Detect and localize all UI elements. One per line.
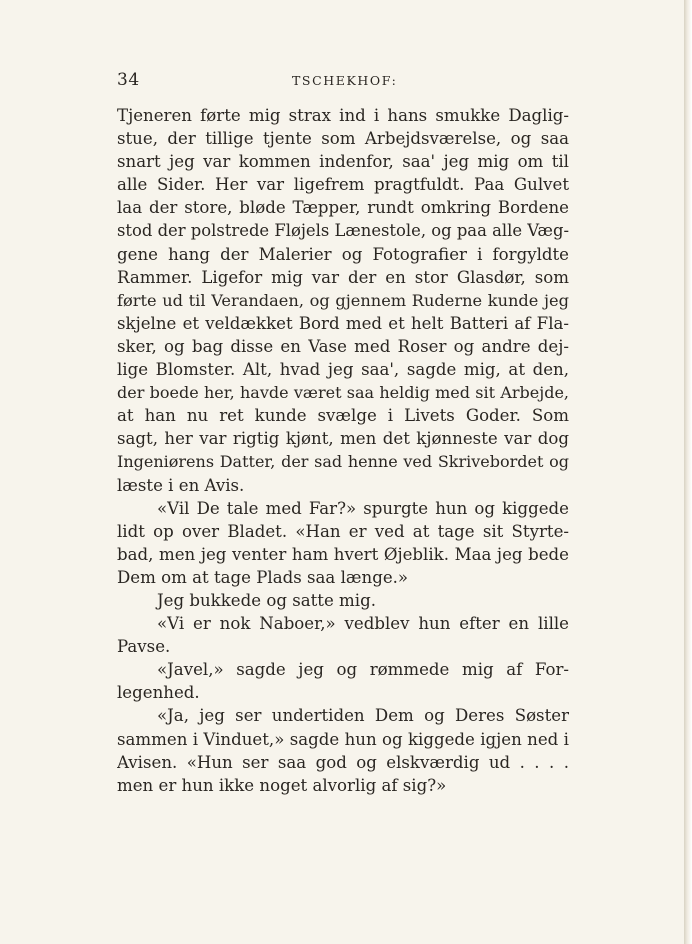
text-line: Rammer. Ligefor mig var der en stor Glasdør, som [117, 267, 569, 287]
text-line: snart jeg var kommen indenfor, saa' jeg mig om til [117, 152, 569, 172]
running-title: TSCHEKHOF: [292, 73, 398, 88]
text-line: Pavse. [117, 637, 171, 657]
text-line: læste i en Avis. [117, 475, 245, 495]
text-line: Jeg bukkede og satte mig. [157, 590, 376, 610]
text-line: men er hun ikke noget alvorlig af sig?» [117, 775, 447, 795]
text-line: Dem om at tage Plads saa længe.» [117, 567, 409, 587]
text-line: laa der store, bløde Tæpper, rundt omkring Bordene [117, 198, 569, 218]
text-line: legenhed. [117, 683, 200, 703]
page-number: 34 [117, 70, 140, 90]
text-line: stue, der tillige tjente som Arbejdsværelse, og saa [117, 129, 569, 149]
text-line: der boede her, havde været saa heldig med sit Arbejde, [117, 383, 569, 403]
text-line: «Vi er nok Naboer,» vedblev hun efter en lille [157, 614, 569, 634]
text-line: sagt, her var rigtig kjønt, men det kjønneste var dog [117, 429, 569, 449]
text-line: «Vil De tale med Far?» spurgte hun og kiggede [157, 498, 569, 518]
text-line: sammen i Vinduet,» sagde hun og kiggede igjen ned i [117, 729, 569, 749]
text-line: «Ja, jeg ser undertiden Dem og Deres Søster [157, 706, 569, 726]
text-line: sker, og bag disse en Vase med Roser og andre dej- [117, 336, 569, 356]
text-line: lidt op over Bladet. «Han er ved at tage sit Styrte- [117, 521, 569, 541]
text-line: stod der polstrede Fløjels Lænestole, og paa alle Væg- [117, 221, 569, 241]
text-line: bad, men jeg venter ham hvert Øjeblik. Maa jeg bede [117, 544, 569, 564]
text-line: førte ud til Verandaen, og gjennem Ruderne kunde jeg [117, 290, 569, 310]
text-line: «Javel,» sagde jeg og rømmede mig af For- [157, 660, 569, 680]
text-line: skjelne et veldækket Bord med et helt Batteri af Fla- [117, 313, 569, 333]
page-edge [684, 0, 692, 944]
running-head [117, 70, 567, 94]
text-line: lige Blomster. Alt, hvad jeg saa', sagde mig, at den, [117, 360, 569, 380]
text-line: Tjeneren førte mig strax ind i hans smukke Daglig- [117, 106, 569, 125]
text-line: alle Sider. Her var ligefrem pragtfuldt. Paa Gulvet [117, 175, 569, 195]
body-text [117, 104, 569, 797]
text-line: Avisen. «Hun ser saa god og elskværdig ud . . . . [117, 752, 569, 772]
text-line: Ingeniørens Datter, der sad henne ved Skrivebordet og [117, 452, 569, 472]
text-line: at han nu ret kunde svælge i Livets Goder. Som [117, 406, 569, 426]
text-line: gene hang der Malerier og Fotografier i forgyldte [117, 244, 569, 264]
